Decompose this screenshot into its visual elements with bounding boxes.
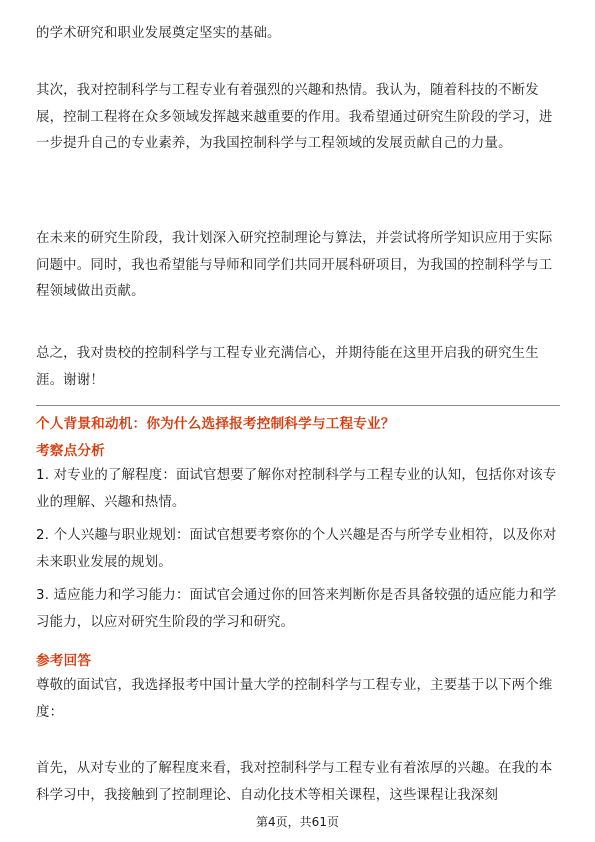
page-number: 第4页，共61页 [256, 815, 339, 829]
paragraph-interest: 其次，我对控制科学与工程专业有着强烈的兴趣和热情。我认为，随着科技的不断发展，控制工程将在众多领域发挥越来越重要的作用。我希望通过研究生阶段的学习，进一步提升自己的专业素养，为我国控制科学与工程领域的发展贡献自己的力量。 [36, 83, 553, 151]
paragraph-plan: 在未来的研究生阶段，我计划深入研究控制理论与算法，并尝试将所学知识应用于实际问题中。同时，我也希望能与导师和同学们共同开展科研项目，为我国的控制科学与工程领域做出贡献。 [36, 231, 553, 299]
analysis-point-1: 1. 对专业的了解程度：面试官想要了解你对控制科学与工程专业的认知，包括你对该专业的理解、兴趣和热情。 [36, 468, 557, 510]
analysis-point-2: 2. 个人兴趣与职业规划：面试官想要考察你的个人兴趣是否与所学专业相符，以及你对未来职业发展的规划。 [36, 528, 557, 570]
section-divider [36, 405, 560, 406]
answer-heading: 参考回答 [36, 653, 92, 669]
answer-intro: 尊敬的面试官，我选择报考中国计量大学的控制科学与工程专业，主要基于以下两个维度： [36, 678, 553, 720]
paragraph-conclusion: 总之，我对贵校的控制科学与工程专业充满信心，并期待能在这里开启我的研究生生涯。谢谢！ [36, 346, 539, 388]
question-title: 个人背景和动机：你为什么选择报考控制科学与工程专业？ [36, 416, 395, 432]
analysis-point-3: 3. 适应能力和学习能力：面试官会通过你的回答来判断你是否具备较强的适应能力和学习能力，以应对研究生阶段的学习和研究。 [36, 588, 557, 630]
analysis-heading: 考察点分析 [36, 443, 105, 459]
paragraph-continuation: 的学术研究和职业发展奠定坚实的基础。 [36, 26, 281, 41]
answer-first-paragraph: 首先，从对专业的了解程度来看，我对控制科学与工程专业有着浓厚的兴趣。在我的本科学习中，我接触到了控制理论、自动化技术等相关课程，这些课程让我深刻 [36, 761, 553, 803]
